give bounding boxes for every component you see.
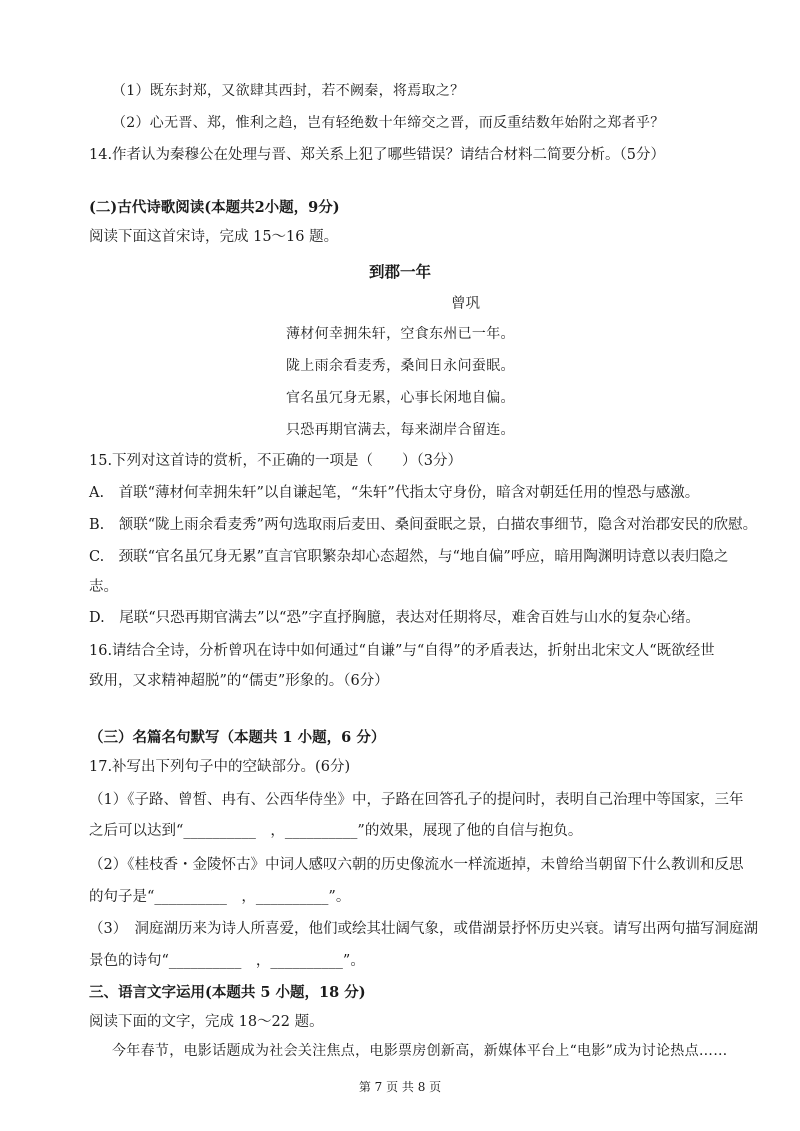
q16-line1: 16.请结合全诗，分析曾巩在诗中如何通过“自谦”与“自得”的矛盾表达，折射出北宋文人“既欲经世: [89, 643, 715, 659]
q15-option-d: D. 尾联“只恐再期官满去”以“恐”字直抒胸臆，表达对任期将尽，难舍百姓与山水的复杂心绪。: [89, 610, 700, 626]
q17-item3-line1: （3） 洞庭湖历来为诗人所喜爱，他们或绘其壮阔气象，或借湖景抒怀历史兴衰。请写出两句描写洞庭湖: [89, 921, 758, 937]
q17-item1-line2: 之后可以达到“__________ ，__________”的效果，展现了他的自信与抱负。: [89, 823, 583, 839]
page-number: 第 7 页 共 8 页: [358, 1080, 442, 1094]
q15-option-b: B. 颔联“陇上雨余看麦秀”两句选取雨后麦田、桑间蚕眠之景，白描农事细节，隐含对治郡安民的欣慰。: [89, 517, 758, 533]
q15-option-c-line2: 志。: [89, 579, 118, 595]
poem-line-1: 薄材何幸拥朱轩，空食东州已一年。: [286, 326, 515, 342]
q16-line2: 致用，又求精神超脱”的“儒吏”形象的。（6分）: [89, 673, 389, 689]
q15-stem: 15.下列对这首诗的赏析，不正确的一项是（ ）（3分）: [89, 453, 463, 469]
q13-item-2: （2）心无晋、郑，惟利之趋，岂有轻绝数十年缔交之晋，而反重结数年始附之郑者乎？: [112, 115, 665, 131]
section2-heading: (二)古代诗歌阅读(本题共2小题，9分): [89, 199, 340, 216]
poem-line-4: 只恐再期官满去，每来湖岸合留连。: [286, 422, 515, 438]
poem-title: 到郡一年: [368, 262, 431, 281]
q17-item3-line2: 景色的诗句“__________ ，__________”。: [89, 953, 365, 969]
part3-passage: 今年春节，电影话题成为社会关注焦点，电影票房创新高，新媒体平台上“电影”成为讨论热点……: [112, 1043, 728, 1059]
poem-line-2: 陇上雨余看麦秀，桑间日永问蚕眠。: [286, 358, 515, 374]
section3-heading: （三）名篇名句默写（本题共 1 小题，6 分）: [89, 729, 386, 746]
q17-item1-line1: （1）《子路、曾皙、冉有、公西华侍坐》中，子路在回答孔子的提问时，表明自己治理中等国家，三年: [89, 792, 744, 808]
part3-intro: 阅读下面的文字，完成 18～22 题。: [89, 1014, 324, 1030]
poem-line-3: 官名虽冗身无累，心事长闲地自偏。: [286, 390, 515, 406]
q15-option-c-line1: C. 颈联“官名虽冗身无累”直言官职繁杂却心态超然，与“地自偏”呼应，暗用陶渊明诗意以表归隐之: [89, 549, 729, 565]
q17-item2-line1: （2）《桂枝香・金陵怀古》中词人感叹六朝的历史像流水一样流逝掉，未曾给当朝留下什么教训和反思: [89, 857, 744, 873]
q14-question: 14.作者认为秦穆公在处理与晋、郑关系上犯了哪些错误？请结合材料二简要分析。（5分）: [89, 147, 666, 163]
poem-author: 曾巩: [451, 296, 480, 312]
q17-stem: 17.补写出下列句子中的空缺部分。(6分): [89, 759, 351, 775]
section2-intro: 阅读下面这首宋诗，完成 15～16 题。: [89, 229, 339, 245]
q15-option-a: A. 首联“薄材何幸拥朱轩”以自谦起笔，“朱轩”代指太守身份，暗含对朝廷任用的惶恐与感激。: [89, 485, 700, 501]
part3-heading: 三、语言文字运用(本题共 5 小题，18 分): [89, 984, 366, 1001]
q17-item2-line2: 的句子是“__________ ，__________”。: [89, 889, 351, 905]
q13-item-1: （1）既东封郑，又欲肆其西封，若不阙秦，将焉取之？: [112, 83, 465, 99]
